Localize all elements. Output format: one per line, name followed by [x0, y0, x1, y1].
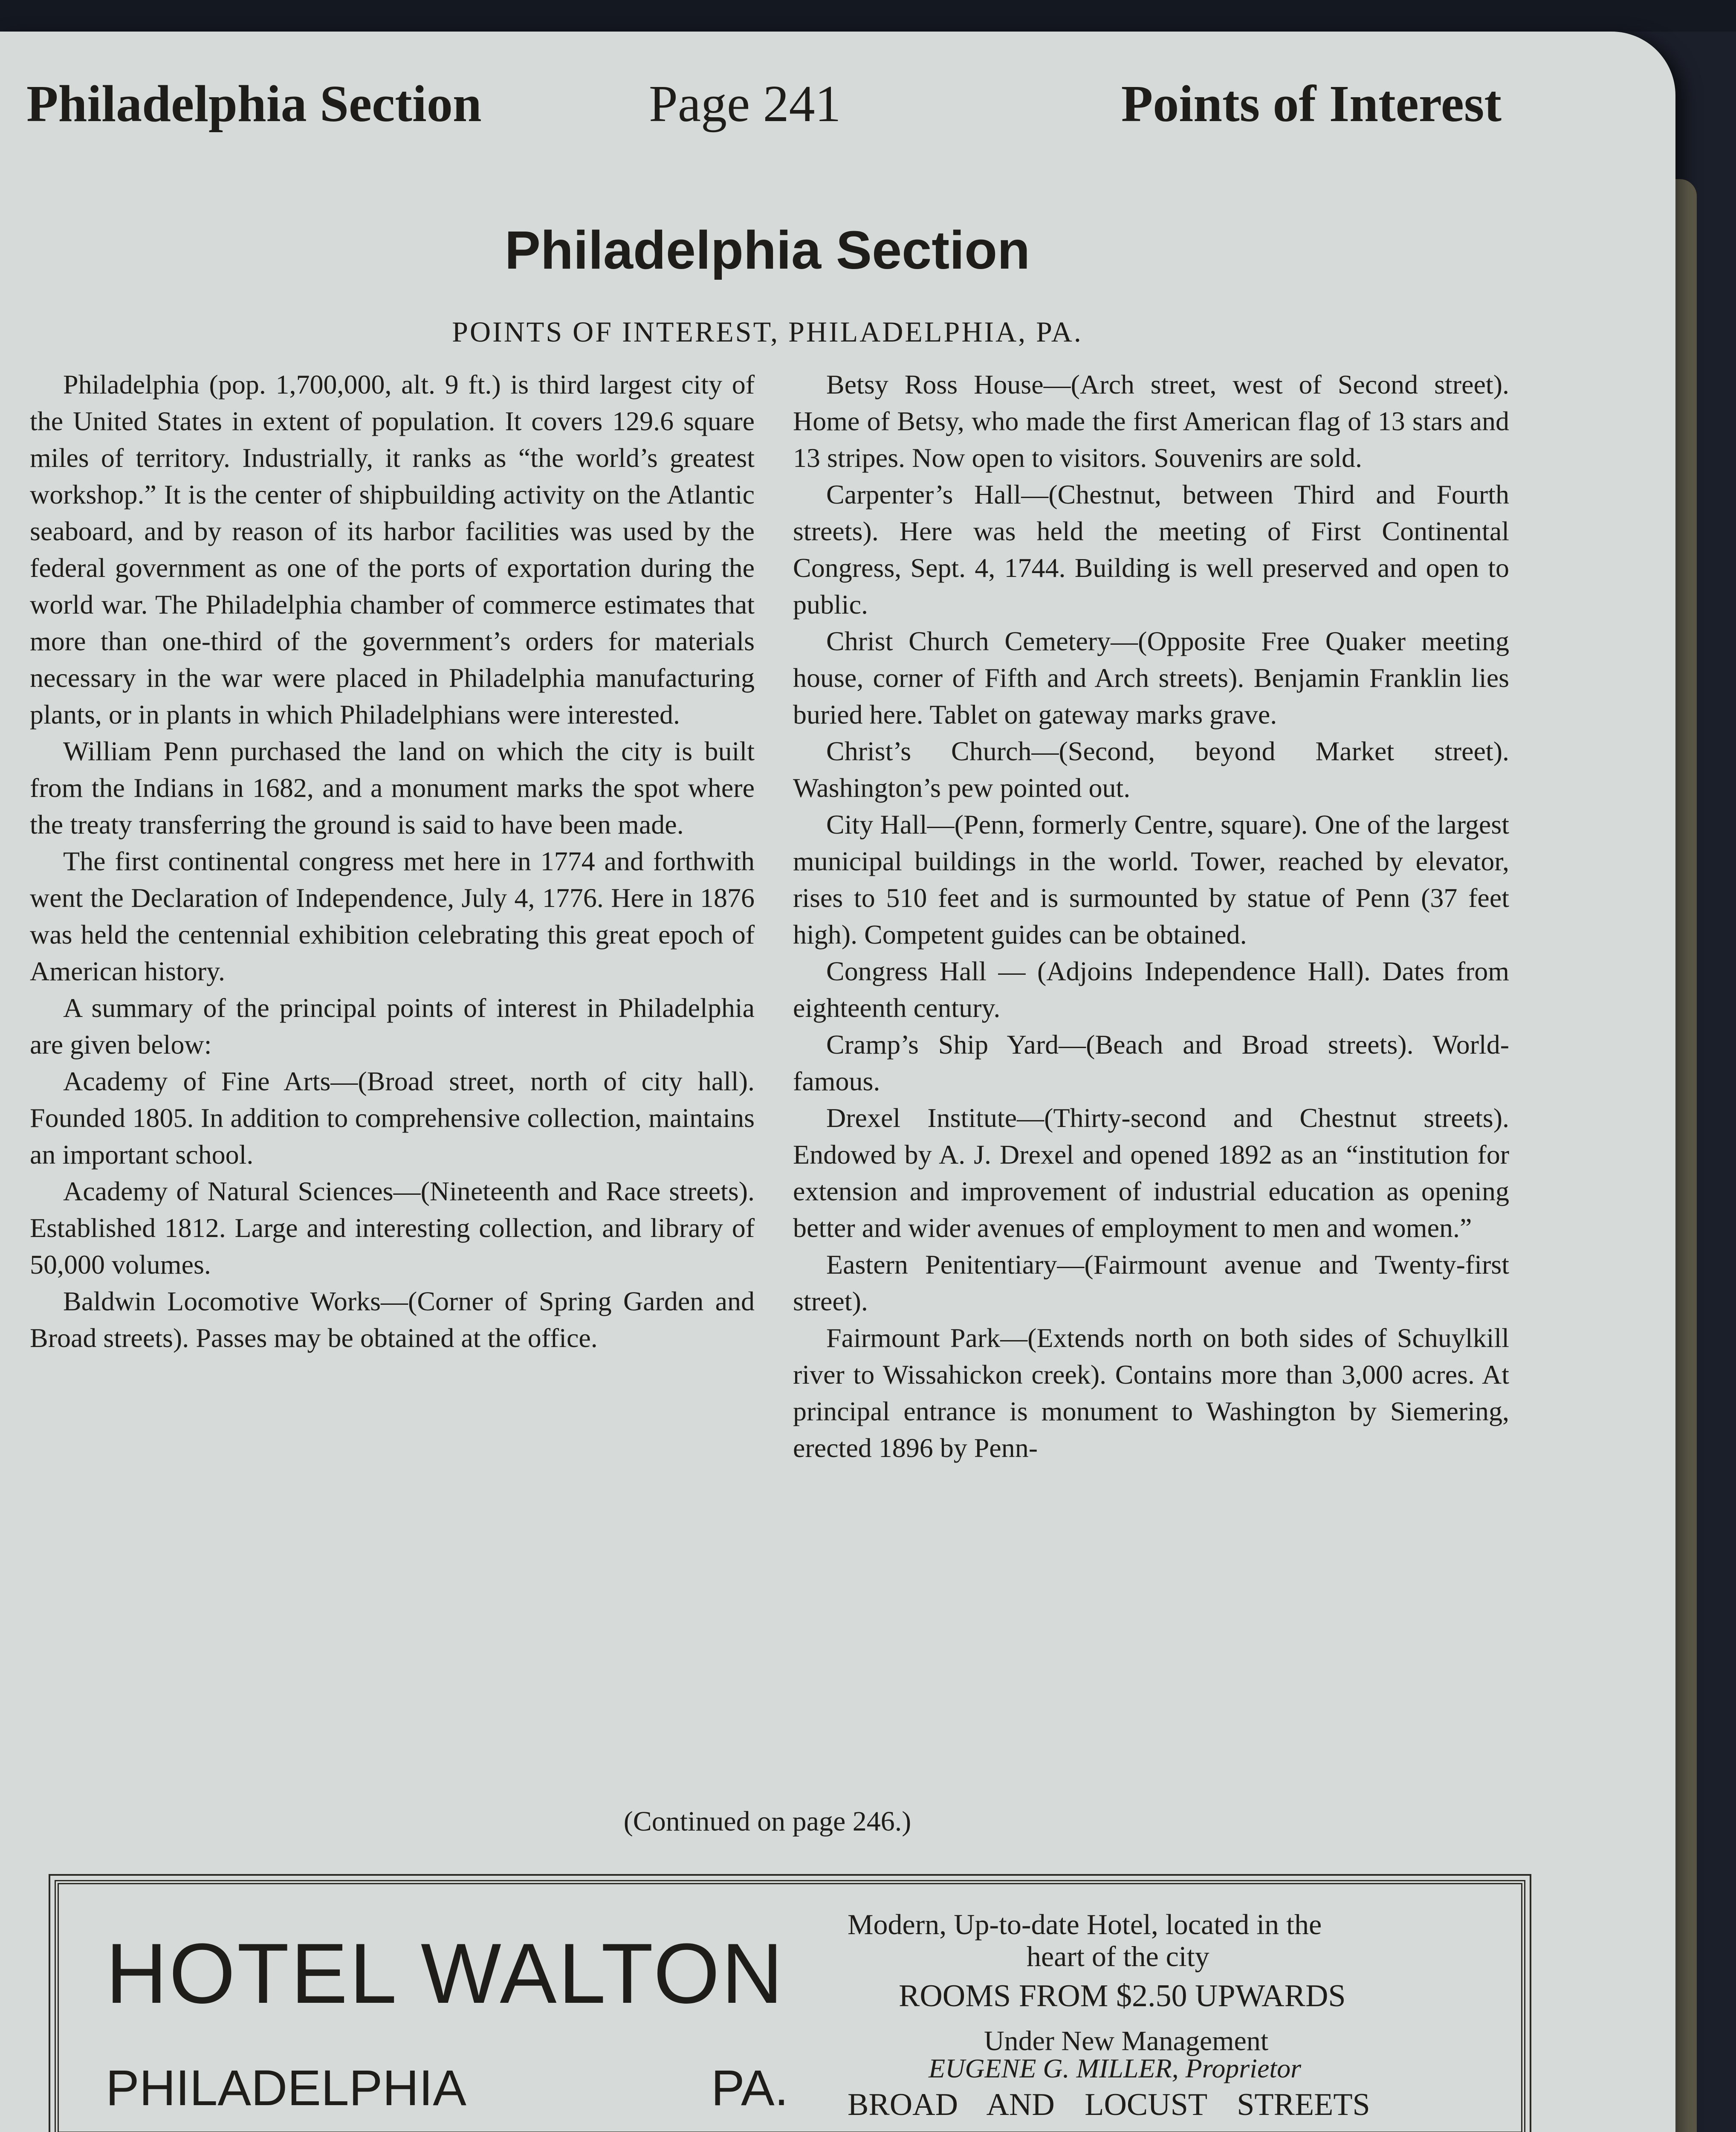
ad-state: PA.	[711, 2060, 789, 2116]
left-text-column	[30, 366, 755, 1356]
paragraph: Christ Church Cemetery—(Opposite Free Quaker meeting house, corner of Fifth and Arch streets). Benjamin Franklin lies buried here. Tablet on gateway marks grave.	[793, 626, 1509, 730]
running-head	[26, 74, 1502, 159]
continued-note: (Continued on page 246.)	[623, 1806, 911, 1837]
page-subtitle: POINTS OF INTEREST, PHILADELPHIA, PA.	[452, 316, 1083, 348]
paragraph: Baldwin Locomotive Works—(Corner of Spring Garden and Broad streets). Passes may be obtained at the office.	[30, 1286, 755, 1353]
ad-line: Under New Management	[984, 2025, 1269, 2057]
scan-top-border	[0, 0, 1736, 32]
paragraph: A summary of the principal points of interest in Philadelphia are given below:	[30, 993, 755, 1060]
paragraph: Carpenter’s Hall—(Chestnut, between Third and Fourth streets). Here was held the meeting of First Continental Congress, Sept. 4, 1744. Building is well preserved and open to public.	[793, 479, 1509, 620]
paragraph: The first continental congress met here in 1774 and forthwith went the Declaration of Independence, July 4, 1776. Here in 1876 was held the centennial exhibition celebrating this great epoch of American history.	[30, 846, 755, 986]
paragraph: Cramp’s Ship Yard—(Beach and Broad streets). World-famous.	[793, 1029, 1509, 1096]
paragraph: William Penn purchased the land on which the city is built from the Indians in 1682, and a monument marks the spot where the treaty transferring the ground is said to have been made.	[30, 736, 755, 840]
paragraph: Eastern Penitentiary—(Fairmount avenue and Twenty-first street).	[793, 1249, 1509, 1316]
ad-city: PHILADELPHIA	[106, 2060, 466, 2116]
paragraph: Christ’s Church—(Second, beyond Market street). Washington’s pew pointed out.	[793, 736, 1509, 803]
running-head-left: Philadelphia Section	[26, 75, 482, 133]
ad-hotel-name: HOTEL WALTON	[106, 1926, 785, 2021]
paragraph: City Hall—(Penn, formerly Centre, square). One of the largest municipal buildings in the world. Tower, reached by elevator, rises to 510 feet and is surmounted by statue of Penn (37 feet high). Competent guides can be obtained.	[793, 809, 1509, 950]
ad-proprietor: EUGENE G. MILLER, Proprietor	[929, 2053, 1302, 2083]
ad-line: ROOMS FROM $2.50 UPWARDS	[899, 1978, 1346, 2013]
paragraph: Academy of Fine Arts—(Broad street, north of city hall). Founded 1805. In addition to comprehensive collection, maintains an important school.	[30, 1066, 755, 1170]
right-text-column	[793, 366, 1509, 1466]
book-page	[0, 32, 1675, 2132]
running-head-right: Points of Interest	[1121, 75, 1502, 133]
paragraph: Philadelphia (pop. 1,700,000, alt. 9 ft.) is third largest city of the United States in extent of population. It covers 129.6 square miles of territory. Industrially, it ranks as “the world’s greatest workshop.” It is the center of shipbuilding activity on the Atlantic seaboard, and by reason of its harbor facilities was used by the federal government as one of the ports of exportation during the world war. The Philadelphia chamber of commerce estimates that more than one-third of the government’s orders for materials necessary in the war were placed in Philadelphia manufacturing plants, or in plants in which Philadelphians were interested.	[30, 369, 755, 730]
ad-line: Modern, Up-to-date Hotel, located in the	[848, 1908, 1322, 1941]
page-title: Philadelphia Section	[504, 220, 1030, 280]
ad-line: heart of the city	[1027, 1940, 1209, 1973]
paragraph: Betsy Ross House—(Arch street, west of Second street). Home of Betsy, who made the first American flag of 13 stars and 13 stripes. Now open to visitors. Souvenirs are sold.	[793, 369, 1509, 473]
paragraph: Fairmount Park—(Extends north on both sides of Schuylkill river to Wissahickon creek). Contains more than 3,000 acres. At principal entrance is monument to Washington by Siemering, erected 1896 by Penn-	[793, 1323, 1509, 1463]
ad-hotel-walton	[55, 1880, 1525, 2132]
page-number: Page 241	[649, 75, 841, 133]
ad-address: BROAD AND LOCUST STREETS	[848, 2087, 1370, 2122]
paragraph: Academy of Natural Sciences—(Nineteenth and Race streets). Established 1812. Large and interesting collection, and library of 50,000 volumes.	[30, 1176, 755, 1280]
paragraph: Drexel Institute—(Thirty-second and Chestnut streets). Endowed by A. J. Drexel and opened 1892 as an “institution for extension and improvement of industrial education as opening better and wider avenues of employment to men and women.”	[793, 1103, 1509, 1243]
paragraph: Congress Hall — (Adjoins Independence Hall). Dates from eighteenth century.	[793, 956, 1509, 1023]
